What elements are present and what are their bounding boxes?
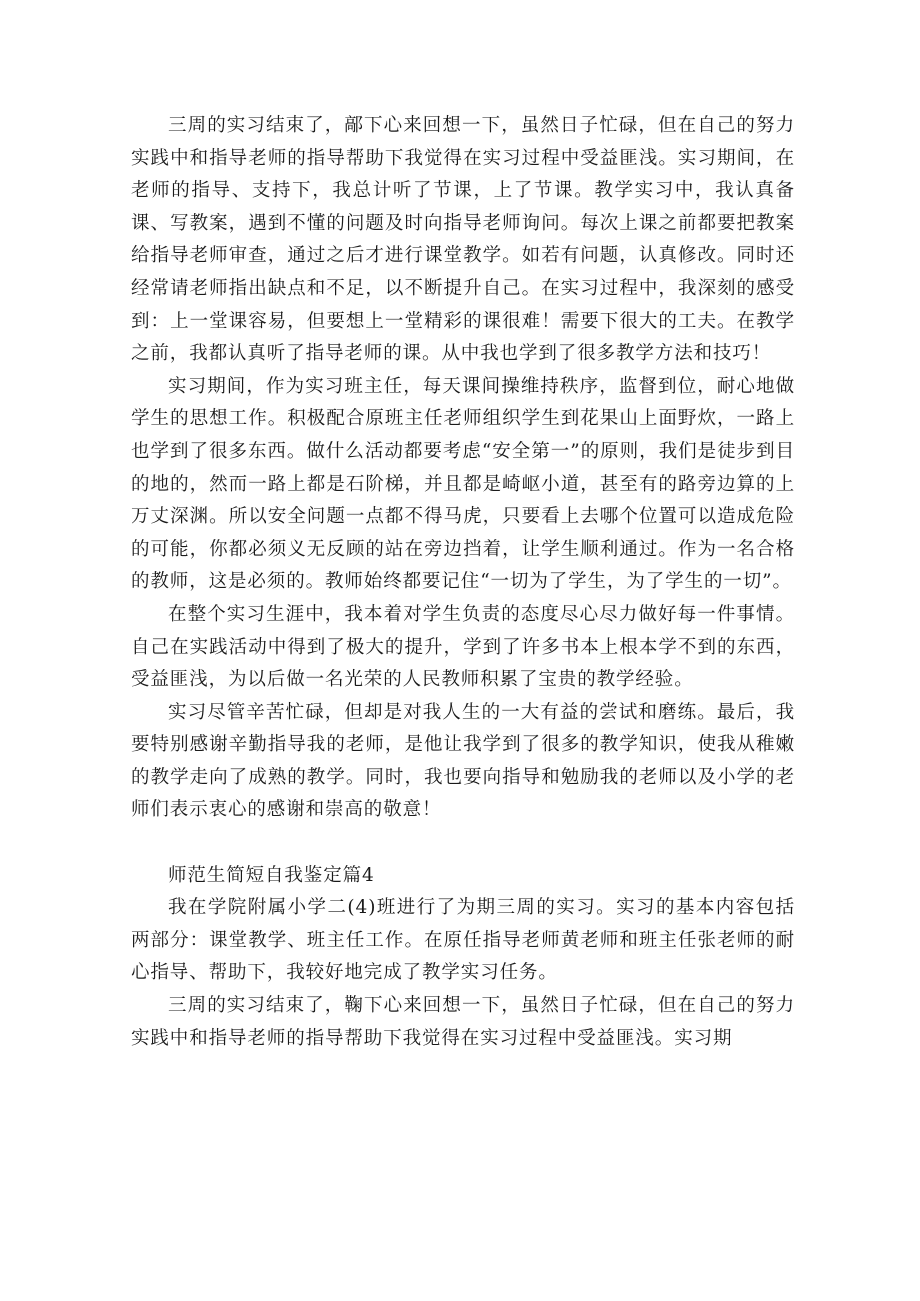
- paragraph-thanks: 实习尽管辛苦忙碌，但却是对我人生的一大有益的尝试和磨练。最后，我要特别感谢辛勤指导我的老师，是他让我学到了很多的教学知识，使我从稚嫩的教学走向了成熟的教学。同时，我也要向指导和勉励我的老师以及小学的老师们表示衷心的感谢和崇高的敬意！: [131, 701, 795, 821]
- paragraph-internship-reflection: 三周的实习结束了，鄗下心来回想一下，虽然日子忙碌，但在自己的努力实践中和指导老师的指导帮助下我觉得在实习过程中受益匪浅。实习期间，在老师的指导、支持下，我总计听了节课，上了节课。教学实习中，我认真备课、写教案，遇到不懂的问题及时向指导老师询问。每次上课之前都要把教案给指导老师审查，通过之后才进行课堂教学。如若有问题，认真修改。同时还经常请老师指出缺点和不足，以不断提升自己。在实习过程中，我深刻的感受到：上一堂课容易，但要想上一堂精彩的课很难！需要下很大的工夫。在教学之前，我都认真听了指导老师的课。从中我也学到了很多教学方法和技巧！: [131, 115, 795, 365]
- section-heading: 师范生简短自我鉴定篇4: [168, 864, 375, 886]
- paragraph-head-teacher-work: 实习期间，作为实习班主任，每天课间操维持秩序，监督到位，耐心地做学生的思想工作。积极配合原班主任老师组织学生到花果山上面野炊，一路上也学到了很多东西。做什么活动都要考虑“安全第一”的原则，我们是徒步到目的地的，然而一路上都是石阶梯，并且都是崎岖小道，甚至有的路旁边算的上万丈深渊。所以安全问题一点都不得马虎，只要看上去哪个位置可以造成危险的可能，你都必须义无反顾的站在旁边挡着，让学生顺利通过。作为一名合格的教师，这是必须的。教师始终都要记住“一切为了学生，为了学生的一切”。: [131, 375, 795, 593]
- paragraph-career-summary: 在整个实习生涯中，我本着对学生负责的态度尽心尽力做好每一件事情。自己在实践活动中得到了极大的提升，学到了许多书本上根本学不到的东西，受益匪浅，为以后做一名光荣的人民教师积累了宝贵的教学经验。: [131, 603, 795, 691]
- paragraph-internship-intro: 我在学院附属小学二(4)班进行了为期三周的实习。实习的基本内容包括两部分：课堂教学、班主任工作。在原任指导老师黄老师和班主任张老师的耐心指导、帮助下，我较好地完成了教学实习任务。: [131, 897, 795, 984]
- document-body: [131, 110, 795, 1055]
- paragraph-internship-reflection-repeat: 三周的实习结束了，鞠下心来回想一下，虽然日子忙碌，但在自己的努力实践中和指导老师的指导帮助下我觉得在实习过程中受益匪浅。实习期: [131, 995, 795, 1049]
